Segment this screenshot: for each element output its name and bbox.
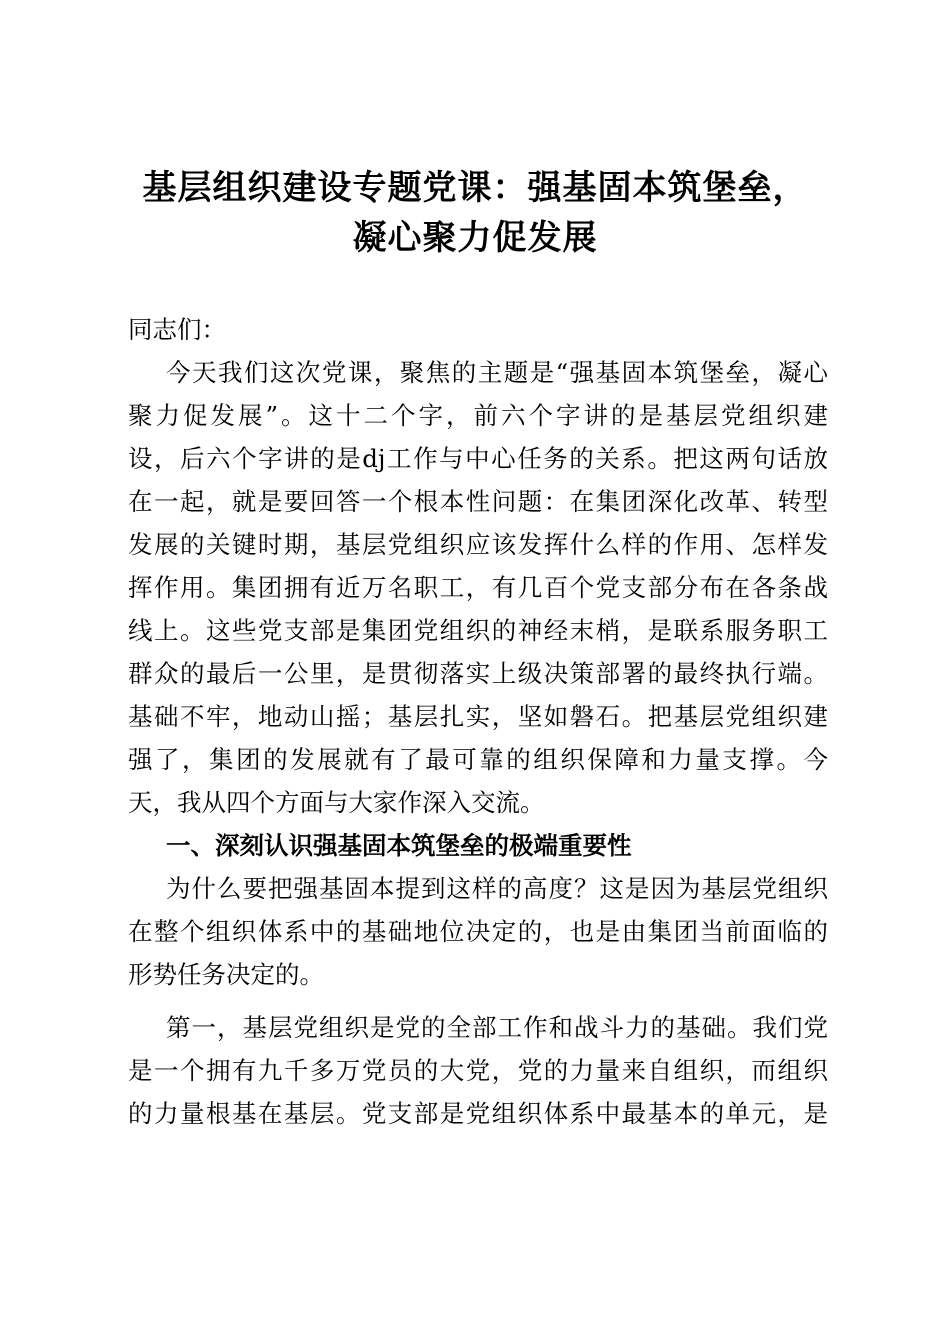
section-heading: 一、深刻认识强基固本筑堡垒的极端重要性 [166,831,632,860]
paragraph-line: 群众的最后一公里，是贯彻落实上级决策部署的最终执行端。 [128,659,828,688]
document-body [128,308,828,1135]
paragraph-line: 形势任务决定的。 [128,960,324,989]
paragraph-line: 天，我从四个方面与大家作深入交流。 [128,788,545,817]
paragraph-line: 挥作用。集团拥有近万名职工，有几百个党支部分布在各条战 [128,573,828,602]
document-title [0,163,950,263]
paragraph-line: 聚力促发展”。这十二个字，前六个字讲的是基层党组织建 [128,401,828,430]
paragraph-line: 是一个拥有九千多万党员的大党，党的力量来自组织，而组织 [128,1056,828,1085]
paragraph-line: 线上。这些党支部是集团党组织的神经末梢，是联系服务职工 [128,616,828,645]
paragraph-line: 为什么要把强基固本提到这样的高度？这是因为基层党组织 [166,874,828,903]
paragraph-line: 的力量根基在基层。党支部是党组织体系中最基本的单元，是 [128,1099,828,1128]
paragraph-line: 第一，基层党组织是党的全部工作和战斗力的基础。我们党 [166,1013,828,1042]
paragraph-line: 强了，集团的发展就有了最可靠的组织保障和力量支撑。今 [128,745,828,774]
paragraph-line: 今天我们这次党课，聚焦的主题是“强基固本筑堡垒，凝心 [166,358,828,387]
paragraph-gap [128,996,828,1006]
paragraph-line: 发展的关键时期，基层党组织应该发挥什么样的作用、怎样发 [128,530,828,559]
title-line-1: 基层组织建设专题党课：强基固本筑堡垒， [142,168,808,208]
title-line-2: 凝心聚力促发展 [352,218,598,258]
paragraph-line: 基础不牢，地动山摇；基层扎实，坚如磐石。把基层党组织建 [128,702,828,731]
salutation: 同志们： [128,315,226,344]
paragraph-line: 在整个组织体系中的基础地位决定的，也是由集团当前面临的 [128,917,828,946]
paragraph-line: 在一起，就是要回答一个根本性问题：在集团深化改革、转型 [128,487,828,516]
paragraph-line: 设，后六个字讲的是dj工作与中心任务的关系。把这两句话放 [128,444,828,473]
